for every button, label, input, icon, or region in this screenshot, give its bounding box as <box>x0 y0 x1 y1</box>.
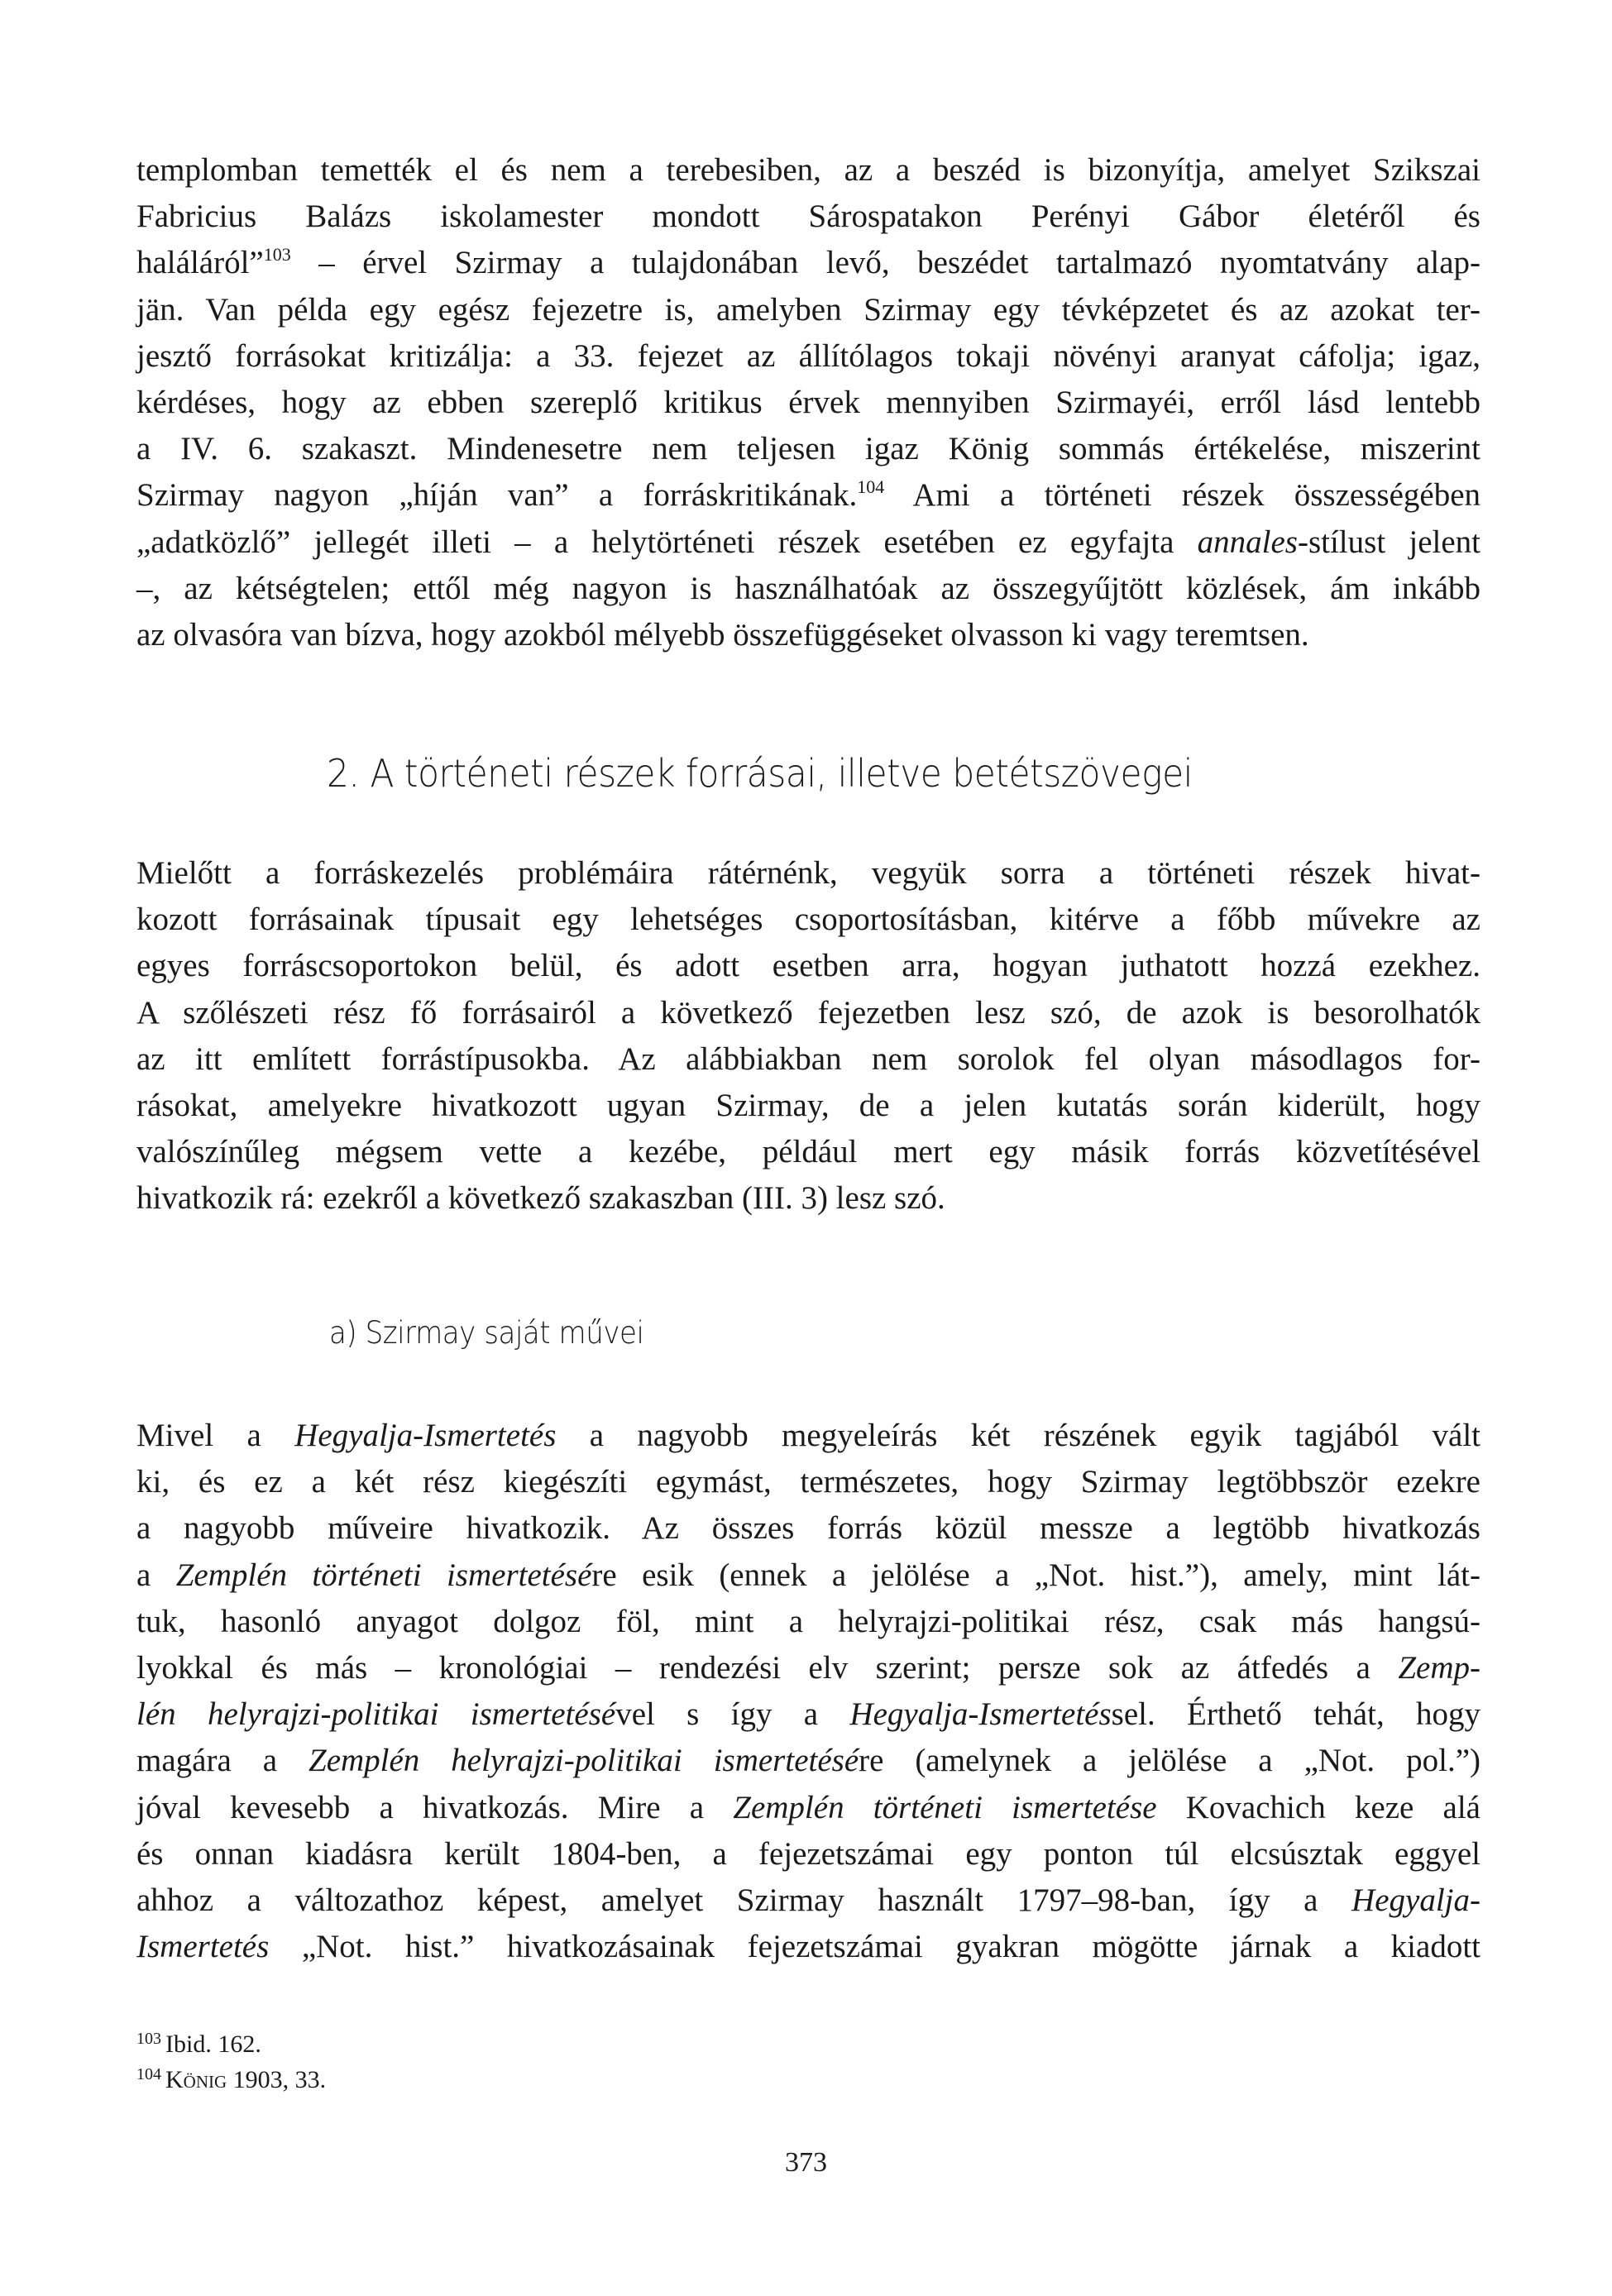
text-line <box>136 240 1480 286</box>
footnote-text <box>165 2064 326 2097</box>
text-line: rásokat, amelyekre hivatkozott ugyan Szirmay, de a jelen kutatás során kiderült, hogy <box>136 1087 1480 1123</box>
footnotes <box>136 2028 326 2099</box>
text-segment: vel s így a <box>615 1696 850 1733</box>
text-line: az olvasóra van bízva, hogy azokból mélyebb összefüggéseket olvasson ki vagy teremtsen. <box>136 616 1309 653</box>
text-line <box>136 1877 1480 1924</box>
footnote-author: König <box>165 2066 227 2093</box>
text-line: templomban temették el és nem a terebesiben, az a beszéd is bizonyítja, amelyet Szikszai <box>136 152 1480 188</box>
text-line: egyes forráscsoportokon belül, és adott esetben arra, hogyan juthatott hozzá ezekhez. <box>136 948 1480 984</box>
text-segment: haláláról” <box>136 245 264 281</box>
footnote-number: 104 <box>136 2065 161 2083</box>
text-line: tuk, hasonló anyagot dolgoz föl, mint a helyrajzi-politikai rész, csak más hangsú- <box>136 1603 1480 1639</box>
footnote-ref-104[interactable]: 104 <box>857 476 885 498</box>
italic-title: Zemplén történeti ismertetése <box>733 1789 1157 1825</box>
footnote-citation: 1903, 33. <box>227 2066 327 2093</box>
text-segment: Ami a történeti részek összességében <box>884 477 1481 514</box>
text-segment: „Not. hist.” hivatkozásainak fejezetszámai gyakran mögötte járnak a kiadott <box>269 1929 1480 1965</box>
text-line <box>136 1413 1480 1459</box>
text-segment: sel. Érthető tehát, hogy <box>1111 1696 1481 1733</box>
text-segment: a <box>136 1557 176 1593</box>
italic-title: Ismertetés <box>136 1929 270 1965</box>
italic-title: Zemp- <box>1398 1649 1480 1686</box>
text-segment: jóval kevesebb a hivatkozás. Mire a <box>136 1789 734 1825</box>
italic-title: Hegyalja-Ismertetés <box>849 1696 1112 1733</box>
text-line <box>136 1924 1480 1970</box>
text-line: kozott forrásainak típusait egy lehetséges csoportosításban, kitérve a főbb művekre az <box>136 902 1480 938</box>
paragraph-intro <box>136 850 1480 1222</box>
text-segment: -stílust jelent <box>1297 524 1480 560</box>
text-segment: lyokkal és más – kronológiai – rendezési elv szerint; persze sok az átfedés a <box>136 1649 1399 1686</box>
text-line: –, az kétségtelen; ettől még nagyon is használhatóak az összegyűjtött közlések, ám inkább <box>136 570 1480 606</box>
subsection-heading: a) Szirmay saját művei <box>329 1315 644 1351</box>
text-line: az itt említett forrástípusokba. Az alábbiakban nem sorolok fel olyan másodlagos for- <box>136 1040 1480 1077</box>
text-line: kérdéses, hogy az ebben szereplő kritikus érvek mennyiben Szirmayéi, erről lásd lentebb <box>136 384 1480 420</box>
text-line: a IV. 6. szakaszt. Mindenesetre nem teljesen igaz König sommás értékelése, miszerint <box>136 431 1480 467</box>
text-segment: „adatközlő” jellegét illeti – a helytörténeti részek esetében ez egyfajta <box>136 524 1198 560</box>
text-line: ki, és ez a két rész kiegészíti egymást, természetes, hogy Szirmay legtöbbször ezekre <box>136 1464 1480 1500</box>
italic-title: lén helyrajzi-politikai ismertetésé <box>136 1696 616 1733</box>
footnote-text: Ibid. 162. <box>165 2031 261 2058</box>
text-segment: Mivel a <box>136 1418 295 1453</box>
italic-term: annales <box>1197 524 1298 560</box>
italic-title: Hegyalja-Ismertetés <box>294 1418 557 1453</box>
italic-title: Zemplén helyrajzi-politikai ismertetésé <box>309 1743 859 1779</box>
text-line: a nagyobb műveire hivatkozik. Az összes forrás közül messze a legtöbb hivatkozás <box>136 1510 1480 1547</box>
footnote-104 <box>136 2064 326 2099</box>
text-segment: ahhoz a változathoz képest, amelyet Szirmay használt 1797–98-ban, így a <box>136 1882 1352 1918</box>
text-line <box>136 472 1480 519</box>
text-line: jän. Van példa egy egész fejezetre is, amelyben Szirmay egy tévképzetet és az azokat ter- <box>136 291 1480 328</box>
text-line: A szőlészeti rész fő forrásairól a következő fejezetben lesz szó, de azok is besorolhatók <box>136 994 1480 1031</box>
text-segment: re (amelynek a jelölése a „Not. pol.”) <box>859 1743 1480 1779</box>
section-heading: 2. A történeti részek forrásai, illetve betétszövegei <box>327 751 1193 796</box>
text-line: Fabricius Balázs iskolamester mondott Sárospatakon Perényi Gábor életéről és <box>136 199 1480 235</box>
text-segment: Kovachich keze alá <box>1156 1789 1480 1825</box>
paragraph-own-works <box>136 1413 1480 1970</box>
text-line <box>136 519 1480 566</box>
text-line <box>136 1785 1480 1831</box>
text-line: valószínűleg mégsem vette a kezébe, például mert egy másik forrás közvetítésével <box>136 1134 1480 1170</box>
paragraph-continuation <box>136 147 1480 658</box>
text-line <box>136 1645 1480 1691</box>
text-line <box>136 1691 1480 1738</box>
text-line: és onnan kiadásra került 1804-ben, a fejezetszámai egy ponton túl elcsúsztak eggyel <box>136 1835 1480 1872</box>
text-line: hivatkozik rá: ezekről a következő szakaszban (III. 3) lesz szó. <box>136 1180 945 1217</box>
text-segment: – érvel Szirmay a tulajdonában levő, beszédet tartalmazó nyomtatvány alap- <box>290 245 1480 281</box>
text-segment: magára a <box>136 1743 309 1779</box>
page-number: 373 <box>785 2147 827 2178</box>
text-line: Mielőtt a forráskezelés problémáira rátérnénk, vegyük sorra a történeti részek hivat- <box>136 855 1480 891</box>
italic-title: Zemplén történeti ismertetésé <box>175 1557 592 1593</box>
text-line: jesztő forrásokat kritizálja: a 33. fejezet az állítólagos tokaji növényi aranyat cáfolja; igaz, <box>136 337 1480 374</box>
text-line <box>136 1738 1480 1784</box>
footnote-number: 103 <box>136 2030 161 2048</box>
italic-title: Hegyalja- <box>1351 1882 1480 1918</box>
text-line <box>136 1552 1480 1599</box>
text-segment: a nagyobb megyeleírás két részének egyik tagjából vált <box>556 1418 1481 1453</box>
text-segment: re esik (ennek a jelölése a „Not. hist.”), amely, mint lát- <box>591 1557 1480 1593</box>
footnote-ref-103[interactable]: 103 <box>263 244 291 265</box>
text-segment: Szirmay nagyon „híján van” a forráskritikának. <box>136 477 858 514</box>
